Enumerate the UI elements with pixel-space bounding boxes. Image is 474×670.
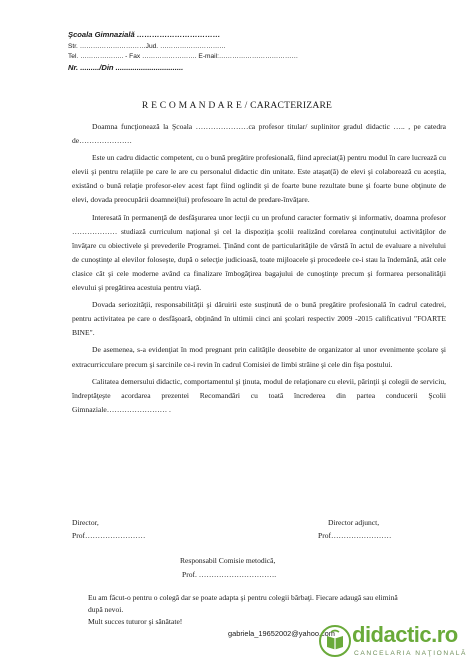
director-label: Director, xyxy=(72,518,99,527)
contact-line: Tel. ……………….. - Fax ……………………. E-mail:……………………………… xyxy=(68,53,299,60)
paragraph-qualification: Dovada seriozităţii, responsabilităţii şi dăruirii este susţinută de o bună pregătire profesională în cadrul catedrei, pentru activitatea pe care o desfăşoară, obţinând în ultimii cinci ani şcolari respectiv 2009 -2015 calificativul "FOARTE BINE". xyxy=(72,300,446,338)
logo-tagline: CANCELARIA NAŢIONALĂ xyxy=(354,650,467,657)
commission-name: Prof. …………………………. xyxy=(182,570,277,579)
commission-label: Responsabil Comisie metodică, xyxy=(180,556,276,565)
paragraph-competence: Este un cadru didactic competent, cu o bună pregătire profesională, fiind apreciat(ă) pentru modul în care lucrează cu elevii şi pentru relaţiile pe care le are cu personalul didactic din unitate. Este ataşat(ă) de elevi şi colaborează cu aceştia, existând o bună relaţie profesor-elev acest fapt fiind oglindit şi de foarte bune rezultate bune şi foarte bune obţinute de elevi, dovada preocupării doamnei(lui) profesoare în actul de predare-învăţare. xyxy=(72,153,446,205)
paragraph-conclusion: Calitatea demersului didactic, comportamentul şi ţinuta, modul de relaţionare cu elevii, părinţii şi colegii de serviciu, îndreptăţeşte acordarea prezentei Recomandări cu toată încrederea din partea conducerii Şcolii Gimnaziale…………………… . xyxy=(72,376,446,414)
document-title: R E C O M A N D A R E / CARACTERIZARE xyxy=(141,100,333,111)
address-line: Str. …………………………Jud. ………………………… xyxy=(68,43,226,50)
paragraph-organizer: De asemenea, s-a evidenţiat în mod pregnant prin calităţile deosebite de organizator al unor evenimente şcolare şi extracurricculare precum şi sarcinile ce-i revin în cadrul Comisiei de limbi străine şi cele din fişa postului. xyxy=(72,345,446,369)
paragraph-intro: Doamna funcţionează la Şcoala …………………ca profesor titular/ suplinitor gradul didactic ….. , pe catedra de………………… xyxy=(72,122,446,146)
author-email: gabriela_19652002@yahoo.com xyxy=(228,629,335,638)
paragraph-curriculum: Interesată în permanenţă de desfăşurarea unor lecţii cu un profund caracter formativ şi informativ, doamna profesor ……………… studiază curriculum naţional şi cel la dispoziţia şcolii realizând corelarea conţinutului activităţilor de învăţare cu obiectivele şi prevederile Programei. Ţinând cont de particularităţile de vârstă în actul de evaluare a nivelului de cunoştinţe al elevilor foloseşte, după o selecţie judicioasă, toate mijloacele şi procedeele ce-i stau la îndemână, atât cele clasice cât şi cele moderne având ca finalizare îmbogăţirea bagajului de cunoştinţe precum şi formarea personalităţii elevului şi pregătirea acestuia pentru viaţă. xyxy=(72,212,446,293)
registration-number: Nr. ........./Din ................................ xyxy=(68,63,184,72)
director-name: Prof…………………… xyxy=(72,531,146,540)
document-body xyxy=(72,120,446,417)
adaptation-note: Eu am făcut-o pentru o colegă dar se poate adapta şi pentru colegii bărbaţi. Fiecare adaugă sau elimină după nevoi. xyxy=(88,593,398,615)
school-line: Şcoala Gimnazială …………………………… xyxy=(68,30,221,39)
deputy-director-name: Prof…………………… xyxy=(318,531,392,540)
logo-name: didactic.ro xyxy=(352,622,458,647)
didactic-logo xyxy=(318,620,468,666)
deputy-director-label: Director adjunct, xyxy=(328,518,380,527)
good-luck-note: Mult succes tuturor şi sănătate! xyxy=(88,617,183,627)
book-icon xyxy=(318,624,352,658)
